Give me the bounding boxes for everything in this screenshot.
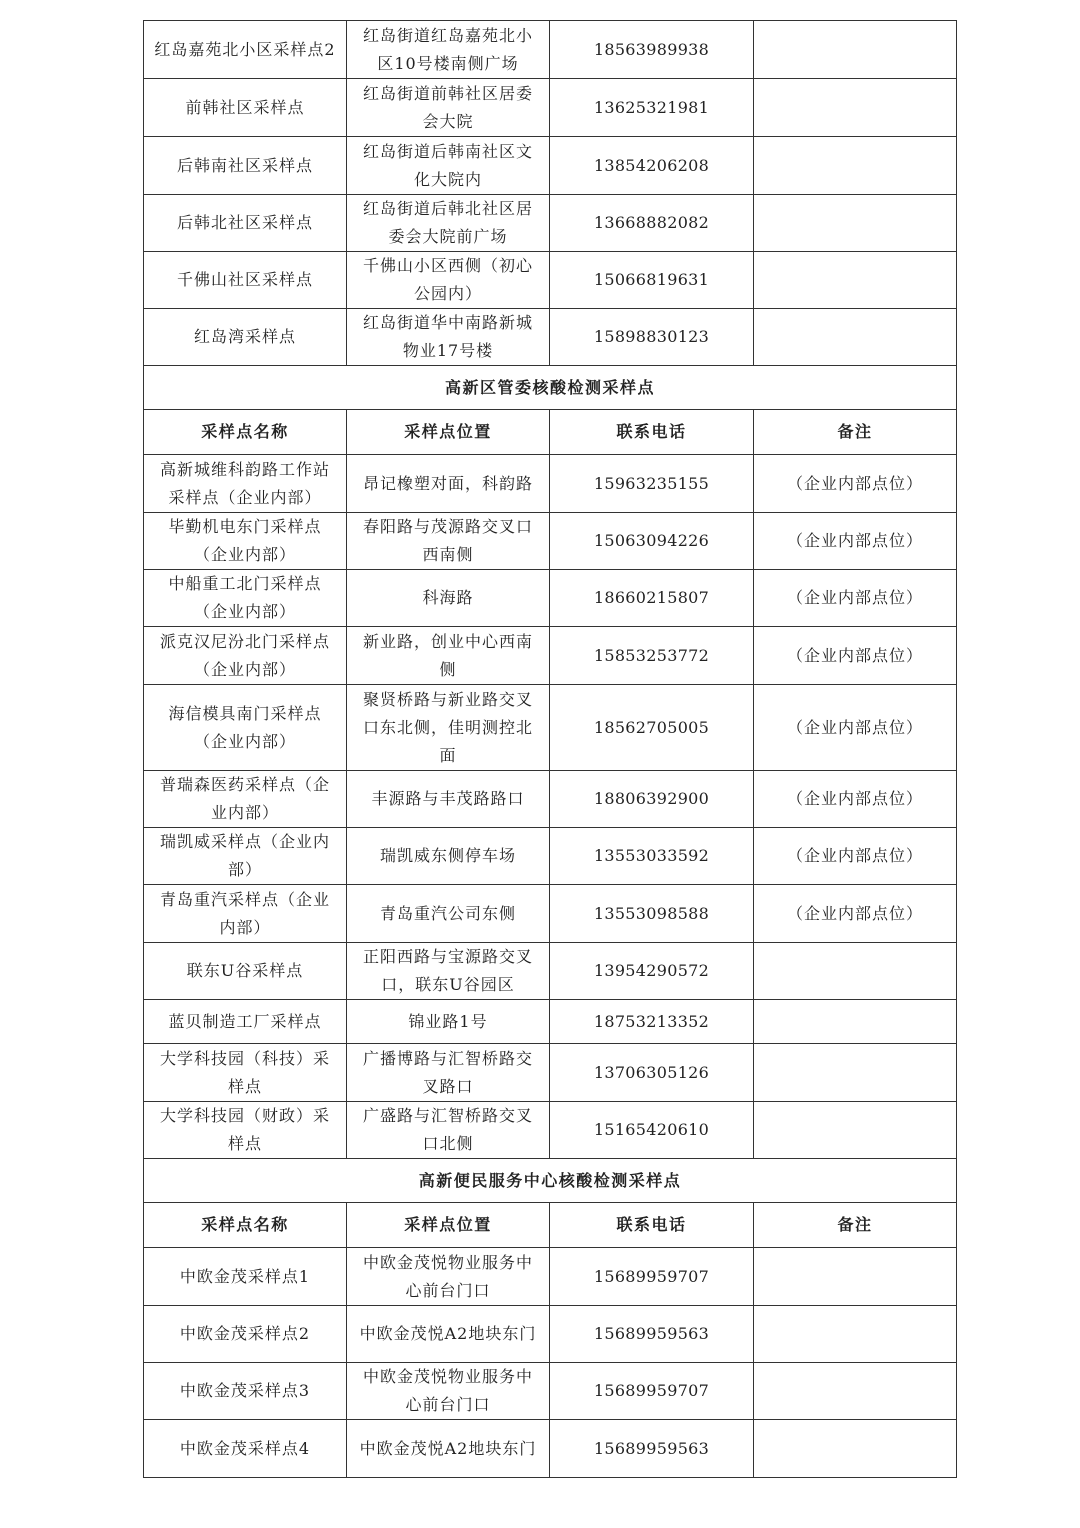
note-cell: （企业内部点位） xyxy=(754,685,957,771)
site-location-cell: 广播博路与汇智桥路交叉路口 xyxy=(347,1044,550,1102)
table-row xyxy=(144,570,957,627)
column-header-row xyxy=(144,410,957,455)
note-cell: （企业内部点位） xyxy=(754,627,957,685)
phone-cell: 13954290572 xyxy=(550,943,754,1000)
table-row xyxy=(144,309,957,366)
phone-cell: 18563989938 xyxy=(550,21,754,79)
note-cell xyxy=(754,252,957,309)
site-location-cell: 红岛街道后韩南社区文化大院内 xyxy=(347,137,550,195)
header-note: 备注 xyxy=(754,410,957,455)
note-cell xyxy=(754,1306,957,1363)
table-row xyxy=(144,137,957,195)
note-cell xyxy=(754,309,957,366)
phone-cell: 15963235155 xyxy=(550,455,754,513)
phone-cell: 15689959563 xyxy=(550,1306,754,1363)
section-header-gaoxin-admin xyxy=(144,366,957,410)
site-location-cell: 中欧金茂悦物业服务中心前台门口 xyxy=(347,1363,550,1420)
phone-cell: 15853253772 xyxy=(550,627,754,685)
note-cell xyxy=(754,21,957,79)
phone-cell: 13553033592 xyxy=(550,828,754,885)
phone-cell: 15689959707 xyxy=(550,1363,754,1420)
site-name-cell: 派克汉尼汾北门采样点（企业内部） xyxy=(144,627,347,685)
site-location-cell: 正阳西路与宝源路交叉口，联东U谷园区 xyxy=(347,943,550,1000)
site-name-cell: 青岛重汽采样点（企业内部） xyxy=(144,885,347,943)
header-site-location: 采样点位置 xyxy=(347,410,550,455)
site-location-cell: 丰源路与丰茂路路口 xyxy=(347,771,550,828)
site-name-cell: 中欧金茂采样点2 xyxy=(144,1306,347,1363)
note-cell: （企业内部点位） xyxy=(754,771,957,828)
site-location-cell: 红岛街道后韩北社区居委会大院前广场 xyxy=(347,195,550,252)
phone-cell: 15063094226 xyxy=(550,513,754,570)
site-name-cell: 毕勤机电东门采样点（企业内部） xyxy=(144,513,347,570)
site-location-cell: 中欧金茂悦物业服务中心前台门口 xyxy=(347,1248,550,1306)
site-name-cell: 红岛嘉苑北小区采样点2 xyxy=(144,21,347,79)
site-name-cell: 中船重工北门采样点（企业内部） xyxy=(144,570,347,627)
note-cell xyxy=(754,1363,957,1420)
table-row xyxy=(144,1248,957,1306)
site-location-cell: 春阳路与茂源路交叉口西南侧 xyxy=(347,513,550,570)
site-location-cell: 红岛街道前韩社区居委会大院 xyxy=(347,79,550,137)
note-cell: （企业内部点位） xyxy=(754,885,957,943)
sampling-points-document xyxy=(143,20,956,1478)
header-phone: 联系电话 xyxy=(550,1203,754,1248)
site-location-cell: 昂记橡塑对面，科韵路 xyxy=(347,455,550,513)
note-cell: （企业内部点位） xyxy=(754,570,957,627)
table-row xyxy=(144,1102,957,1159)
phone-cell: 15689959563 xyxy=(550,1420,754,1478)
site-location-cell: 锦业路1号 xyxy=(347,1000,550,1044)
table-row xyxy=(144,1044,957,1102)
section-title: 高新区管委核酸检测采样点 xyxy=(144,366,957,410)
note-cell xyxy=(754,1102,957,1159)
site-name-cell: 后韩南社区采样点 xyxy=(144,137,347,195)
table-row xyxy=(144,1420,957,1478)
phone-cell: 13625321981 xyxy=(550,79,754,137)
phone-cell: 18660215807 xyxy=(550,570,754,627)
site-name-cell: 蓝贝制造工厂采样点 xyxy=(144,1000,347,1044)
note-cell xyxy=(754,1044,957,1102)
table-row xyxy=(144,771,957,828)
table-row xyxy=(144,943,957,1000)
note-cell xyxy=(754,195,957,252)
table-body xyxy=(144,21,957,1478)
table-row xyxy=(144,885,957,943)
table-row xyxy=(144,252,957,309)
table-row xyxy=(144,21,957,79)
site-location-cell: 中欧金茂悦A2地块东门 xyxy=(347,1306,550,1363)
phone-cell: 13668882082 xyxy=(550,195,754,252)
site-name-cell: 中欧金茂采样点4 xyxy=(144,1420,347,1478)
note-cell xyxy=(754,943,957,1000)
site-location-cell: 新业路，创业中心西南侧 xyxy=(347,627,550,685)
site-name-cell: 瑞凯威采样点（企业内部） xyxy=(144,828,347,885)
site-location-cell: 瑞凯威东侧停车场 xyxy=(347,828,550,885)
phone-cell: 13854206208 xyxy=(550,137,754,195)
note-cell xyxy=(754,137,957,195)
site-location-cell: 中欧金茂悦A2地块东门 xyxy=(347,1420,550,1478)
note-cell xyxy=(754,1420,957,1478)
site-location-cell: 青岛重汽公司东侧 xyxy=(347,885,550,943)
phone-cell: 13706305126 xyxy=(550,1044,754,1102)
site-name-cell: 千佛山社区采样点 xyxy=(144,252,347,309)
site-name-cell: 红岛湾采样点 xyxy=(144,309,347,366)
site-location-cell: 红岛街道华中南路新城物业17号楼 xyxy=(347,309,550,366)
phone-cell: 15689959707 xyxy=(550,1248,754,1306)
site-name-cell: 大学科技园（科技）采样点 xyxy=(144,1044,347,1102)
phone-cell: 15898830123 xyxy=(550,309,754,366)
site-name-cell: 中欧金茂采样点3 xyxy=(144,1363,347,1420)
site-location-cell: 红岛街道红岛嘉苑北小区10号楼南侧广场 xyxy=(347,21,550,79)
phone-cell: 18753213352 xyxy=(550,1000,754,1044)
site-location-cell: 聚贤桥路与新业路交叉口东北侧，佳明测控北面 xyxy=(347,685,550,771)
phone-cell: 15165420610 xyxy=(550,1102,754,1159)
sampling-points-table xyxy=(143,20,957,1478)
site-name-cell: 中欧金茂采样点1 xyxy=(144,1248,347,1306)
note-cell: （企业内部点位） xyxy=(754,828,957,885)
table-row xyxy=(144,1000,957,1044)
site-name-cell: 联东U谷采样点 xyxy=(144,943,347,1000)
site-location-cell: 广盛路与汇智桥路交叉口北侧 xyxy=(347,1102,550,1159)
section-title: 高新便民服务中心核酸检测采样点 xyxy=(144,1159,957,1203)
table-row xyxy=(144,1363,957,1420)
note-cell xyxy=(754,1000,957,1044)
site-name-cell: 前韩社区采样点 xyxy=(144,79,347,137)
site-name-cell: 普瑞森医药采样点（企业内部） xyxy=(144,771,347,828)
header-site-name: 采样点名称 xyxy=(144,410,347,455)
note-cell: （企业内部点位） xyxy=(754,513,957,570)
phone-cell: 15066819631 xyxy=(550,252,754,309)
header-note: 备注 xyxy=(754,1203,957,1248)
table-row xyxy=(144,627,957,685)
header-site-name: 采样点名称 xyxy=(144,1203,347,1248)
table-row xyxy=(144,513,957,570)
note-cell: （企业内部点位） xyxy=(754,455,957,513)
site-name-cell: 海信模具南门采样点（企业内部） xyxy=(144,685,347,771)
header-site-location: 采样点位置 xyxy=(347,1203,550,1248)
table-row xyxy=(144,195,957,252)
table-row xyxy=(144,79,957,137)
table-row xyxy=(144,685,957,771)
note-cell xyxy=(754,79,957,137)
header-phone: 联系电话 xyxy=(550,410,754,455)
table-row xyxy=(144,1306,957,1363)
phone-cell: 18806392900 xyxy=(550,771,754,828)
site-name-cell: 高新城维科韵路工作站采样点（企业内部） xyxy=(144,455,347,513)
section-header-gaoxin-service-center xyxy=(144,1159,957,1203)
phone-cell: 13553098588 xyxy=(550,885,754,943)
column-header-row xyxy=(144,1203,957,1248)
note-cell xyxy=(754,1248,957,1306)
site-name-cell: 大学科技园（财政）采样点 xyxy=(144,1102,347,1159)
site-name-cell: 后韩北社区采样点 xyxy=(144,195,347,252)
phone-cell: 18562705005 xyxy=(550,685,754,771)
site-location-cell: 千佛山小区西侧（初心公园内） xyxy=(347,252,550,309)
table-row xyxy=(144,455,957,513)
table-row xyxy=(144,828,957,885)
site-location-cell: 科海路 xyxy=(347,570,550,627)
